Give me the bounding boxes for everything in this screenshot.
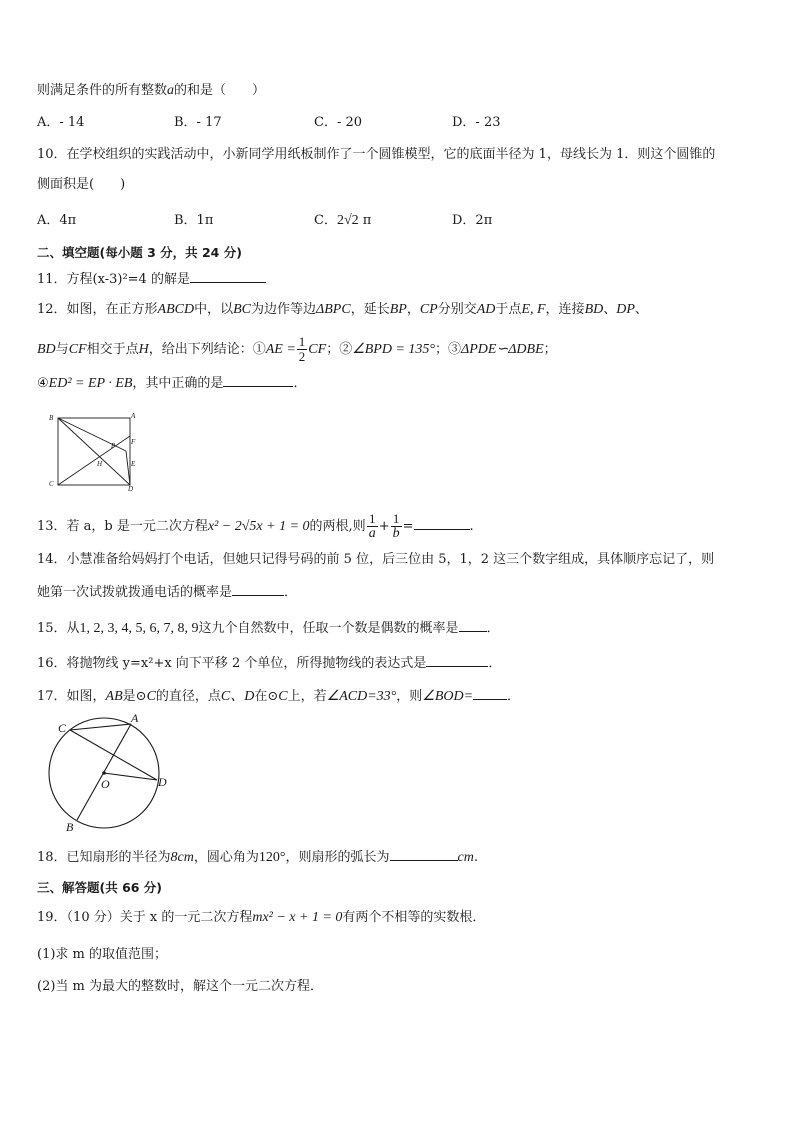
q14-line2 <box>37 581 297 603</box>
q16 <box>37 652 501 674</box>
q9-stem <box>37 81 265 101</box>
q19-t1: 19．（10 分）关于 x 的一元二次方程 <box>37 910 253 925</box>
q15-numbers: 1, 2, 3, 4, 5, 6, 7, 8, 9 <box>79 621 199 636</box>
q16-answer-blank[interactable] <box>426 652 488 667</box>
q19-part2: (2)当 m 为最大的整数时，解这个一元二次方程． <box>37 979 324 994</box>
q17-t2: 是⊙ <box>122 689 147 704</box>
q18-t3: ，则扇形的弧长为 <box>285 850 390 865</box>
q16-end: ． <box>488 656 502 671</box>
q17-circle-figure <box>40 710 180 834</box>
q15 <box>37 617 500 639</box>
q13-end: . <box>469 519 474 534</box>
q9-option-a: A．- 14 <box>37 115 85 130</box>
q18-angle: 120° <box>258 850 286 865</box>
q14-t: 她第一次试拨就拨通电话的概率是 <box>37 585 233 600</box>
q13-t1: 13．若 a，b 是一元二次方程 <box>37 519 208 534</box>
q12-t8: ，连接 <box>545 302 585 317</box>
q17-cd: C、D <box>220 689 255 704</box>
q13-frac-a <box>367 512 378 541</box>
q12-t1: 12．如图，在正方形 <box>37 302 158 317</box>
q12-t6: 分别交 <box>437 302 477 317</box>
q12-dp: DP <box>616 302 635 317</box>
q18 <box>37 846 478 868</box>
q17-fig-label-o: O <box>101 777 110 791</box>
q17-fig-label-c: C <box>58 721 67 735</box>
q13-frac-b <box>391 512 402 541</box>
q12-cf: CF <box>68 342 87 357</box>
q17-c2: C <box>278 689 288 704</box>
q10-line2: 侧面积是( ) <box>37 177 126 192</box>
q15-end: ． <box>486 621 500 636</box>
q12-fig-label-b: B <box>49 414 54 422</box>
q12-t2: 中，以 <box>194 302 234 317</box>
q12-t4: ，延长 <box>350 302 390 317</box>
q18-answer-blank[interactable] <box>390 846 458 861</box>
q12-t10: 、 <box>634 302 648 317</box>
q9-option-d: D．- 23 <box>452 115 501 130</box>
q11 <box>37 268 266 290</box>
section-2-heading: 二、填空题(每小题 3 分，共 24 分) <box>37 245 242 260</box>
q10-option-c <box>314 211 371 231</box>
q12-t7: 于点 <box>495 302 522 317</box>
q12-fig-label-p: P <box>111 442 116 450</box>
q17-fig-label-d: D <box>158 775 167 789</box>
q10-option-b: B．1π <box>174 213 214 228</box>
q10-option-d: D．2π <box>452 213 493 228</box>
q12-h: H <box>138 342 149 357</box>
q12-t13: ，给出下列结论：① <box>148 342 266 357</box>
q12-cf2: CF <box>308 342 327 357</box>
q12-line2 <box>37 335 557 364</box>
q12-frac-num: 1 <box>298 334 306 349</box>
q9-var: a <box>167 83 175 98</box>
q12-line1 <box>37 300 648 320</box>
q15-answer-blank[interactable] <box>459 617 487 632</box>
q12-ad: AD <box>476 302 496 317</box>
q17-fig-label-a: A <box>131 711 139 725</box>
q17-answer-blank[interactable] <box>473 685 507 700</box>
q17-end: ． <box>507 689 521 704</box>
q12-bc: BC <box>233 302 252 317</box>
q12-t9: 、 <box>603 302 617 317</box>
q18-t1: 18．已知扇形的半径为 <box>37 850 171 865</box>
q19 <box>37 908 485 928</box>
q12-t15: ；③ <box>435 342 462 357</box>
q18-t2: ，圆心角为 <box>193 850 259 865</box>
section-3-heading: 三、解答题(共 66 分) <box>37 880 163 895</box>
q13-t2: 的两根,则 <box>309 519 366 534</box>
q13-f1d: a <box>368 526 376 541</box>
q12-t5: ， <box>406 302 420 317</box>
q12-t17: ④ <box>37 376 49 391</box>
q19-equation: mx² − x + 1 = 0 <box>252 910 343 925</box>
q12-square-figure <box>40 408 150 492</box>
q11-answer-blank[interactable] <box>190 268 266 283</box>
q12-t3: 为边作等边 <box>251 302 317 317</box>
q13-f2d: b <box>392 526 400 541</box>
q14-answer-blank[interactable] <box>232 581 284 596</box>
q12-fig-label-c: C <box>49 480 54 488</box>
q12-t12: 相交于点 <box>86 342 139 357</box>
q13-answer-blank[interactable] <box>414 515 470 530</box>
q17-t5: 上，若 <box>287 689 327 704</box>
q12-fraction <box>297 335 308 364</box>
q18-unit: cm <box>457 850 474 865</box>
q13-equation: x² − 2√5x + 1 = 0 <box>207 519 310 534</box>
q12-line3 <box>37 372 306 394</box>
q17-bod: ∠BOD= <box>422 689 474 704</box>
q17-t3: 的直径，点 <box>155 689 221 704</box>
q12-bd: BD <box>584 302 604 317</box>
q9-option-c: C．- 20 <box>314 115 363 130</box>
q9-text: 则满足条件的所有整数 <box>37 83 168 98</box>
q13-f1n: 1 <box>367 512 378 527</box>
q17-c: C <box>146 689 156 704</box>
q10-option-a: A．4π <box>37 213 77 228</box>
q13 <box>37 512 474 542</box>
q12-fig-label-h: H <box>97 460 103 468</box>
q12-bp: BP <box>389 302 407 317</box>
q12-similar: ΔPDE∽ΔDBE <box>461 342 544 357</box>
q12-fig-label-d: D <box>128 485 134 492</box>
q19-t2: 有两个不相等的实数根． <box>342 910 486 925</box>
q12-eq4: ED² = EP · EB <box>48 376 133 391</box>
q12-t18: ，其中正确的是 <box>132 376 224 391</box>
q14-end: ． <box>284 585 298 600</box>
q17 <box>37 685 520 707</box>
q10-line1: 10．在学校组织的实践活动中，小新同学用纸板制作了一个圆锥模型，它的底面半径为 1，母线长为 1．则这个圆锥的 <box>37 147 716 162</box>
q17-t1: 17．如图， <box>37 689 106 704</box>
q18-radius: 8cm <box>170 850 194 865</box>
q12-t19: ． <box>293 376 307 391</box>
q17-ab: AB <box>105 689 123 704</box>
q13-plus: + <box>378 519 390 534</box>
q15-t1: 15．从 <box>37 621 80 636</box>
q10-option-c-label: C． <box>314 213 337 228</box>
q9-option-b: B．- 17 <box>174 115 222 130</box>
q12-abcd: ABCD <box>157 302 195 317</box>
q12-t16: ； <box>543 342 557 357</box>
q12-fig-label-e: E <box>131 460 136 468</box>
q12-cp: CP <box>419 302 438 317</box>
q12-t11: 与 <box>55 342 69 357</box>
q12-ef: E, F <box>521 302 546 317</box>
q19-part1: (1)求 m 的取值范围； <box>37 947 168 962</box>
q18-end: . <box>473 850 478 865</box>
q12-angle: ∠BPD = 135° <box>352 342 436 357</box>
q17-fig-label-b: B <box>66 820 74 834</box>
q12-answer-blank[interactable] <box>223 372 293 387</box>
q16-t: 16．将抛物线 y=x²+x 向下平移 2 个单位，所得抛物线的表达式是 <box>37 656 427 671</box>
q13-f2n: 1 <box>391 512 402 527</box>
q9-text2: 的和是（ ） <box>174 83 266 98</box>
q17-t6: ，则 <box>396 689 423 704</box>
q13-eq: = <box>402 519 414 534</box>
q12-t14: ；② <box>326 342 353 357</box>
q12-ae: AE = <box>265 342 296 357</box>
q10-option-c-math: 2√2 <box>336 213 359 228</box>
q12-fig-label-f: F <box>131 438 136 446</box>
q14-line1: 14．小慧准备给妈妈打个电话，但她只记得号码的前 5 位，后三位由 5，1，2 这三个数字组成，具体顺序忘记了，则 <box>37 552 715 567</box>
q12-triangle: ΔBPC <box>316 302 351 317</box>
q17-angle: ∠ACD=33° <box>326 689 397 704</box>
q12-frac-den: 2 <box>298 349 306 364</box>
q11-text: 11．方程(x-3)²=4 的解是 <box>37 272 190 287</box>
q17-t4: 在⊙ <box>254 689 279 704</box>
q10-option-c-pi: π <box>362 213 372 228</box>
q12-fig-label-a: A <box>131 412 136 420</box>
q12-bd2: BD <box>37 342 56 357</box>
q15-t2: 这九个自然数中，任取一个数是偶数的概率是 <box>198 621 459 636</box>
